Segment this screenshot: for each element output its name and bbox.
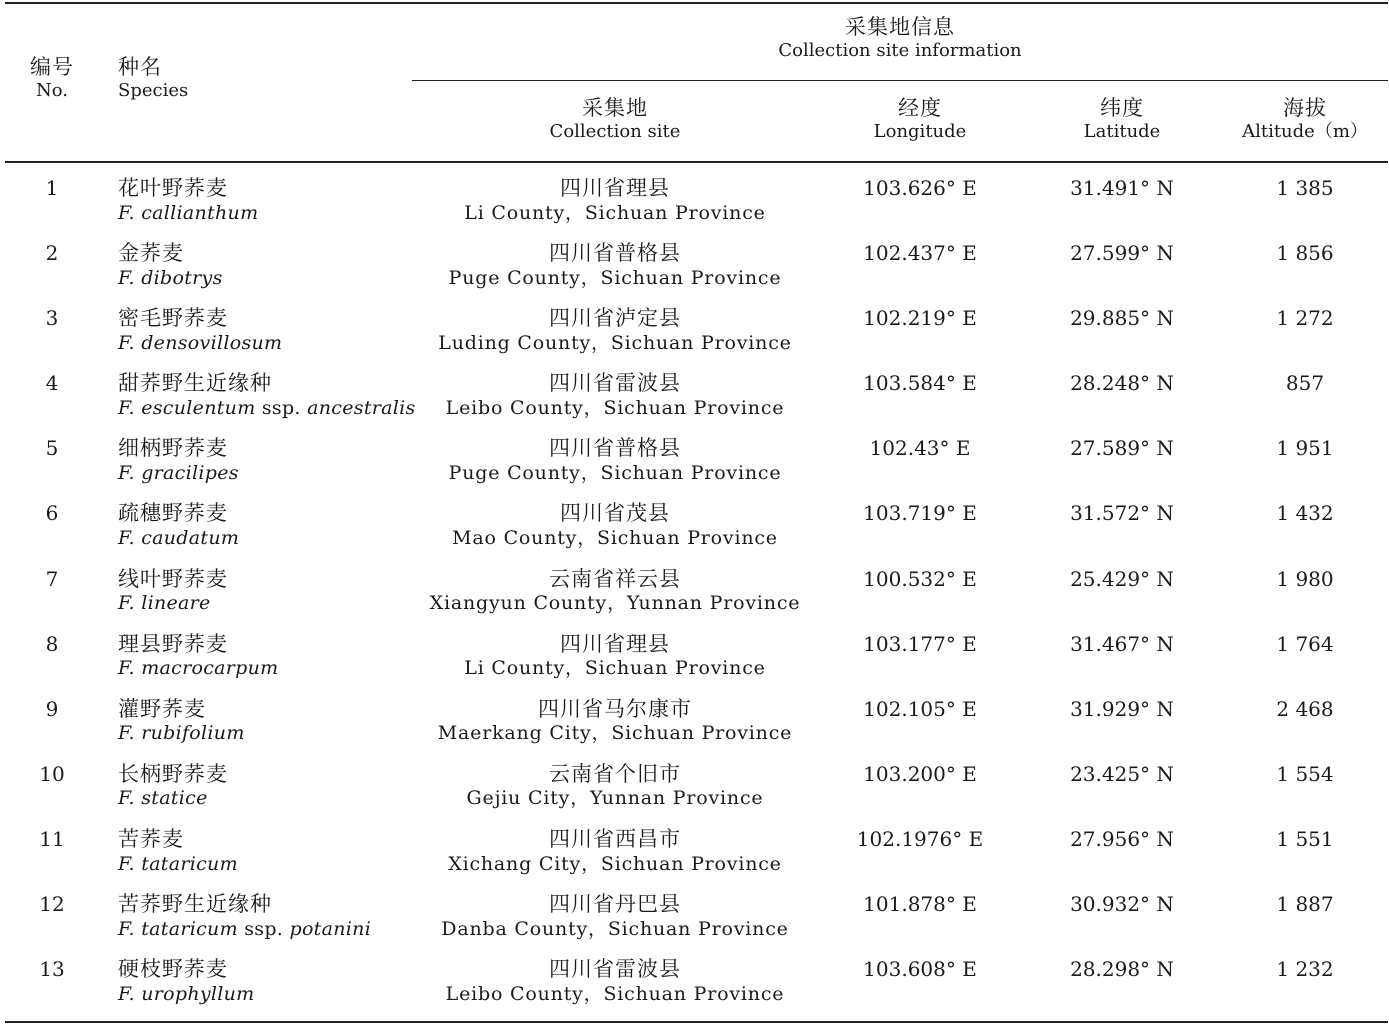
- species-cell: [118, 371, 416, 420]
- species-name-zh: 密毛野荞麦: [118, 306, 228, 331]
- species-binomial: F. macrocarpum: [118, 657, 279, 680]
- site-name-zh: 四川省马尔康市: [538, 696, 692, 721]
- header-species-en: Species: [118, 79, 189, 101]
- altitude-cell: 1 951: [1276, 436, 1334, 461]
- species-binomial: F. tataricum: [118, 917, 238, 940]
- species-name-zh: 细柄野荞麦: [118, 436, 228, 461]
- latitude-cell: 27.589° N: [1070, 436, 1174, 461]
- table-row: [0, 436, 1389, 501]
- species-name-zh: 苦荞野生近缘种: [118, 892, 272, 917]
- site-name-en: Mao County，Sichuan Province: [452, 527, 778, 550]
- latitude-cell: 29.885° N: [1070, 306, 1174, 331]
- table-row: [0, 827, 1389, 892]
- site-name-zh: 四川省理县: [560, 631, 670, 656]
- altitude-cell: 1 887: [1276, 892, 1334, 917]
- altitude-cell: 1 554: [1276, 761, 1334, 786]
- altitude-cell: 1 764: [1276, 631, 1334, 656]
- site-name-zh: 四川省普格县: [549, 241, 681, 266]
- site-name-zh: 云南省个旧市: [549, 761, 681, 786]
- species-name-sci: [118, 527, 239, 550]
- collection-site-cell: [410, 241, 820, 290]
- row-number: 6: [45, 501, 59, 526]
- collection-site-cell: [410, 957, 820, 1006]
- row-number: 2: [45, 241, 59, 266]
- species-name-sci: [118, 592, 228, 615]
- latitude-cell: 31.467° N: [1070, 631, 1174, 656]
- site-name-en: Maerkang City，Sichuan Province: [437, 722, 793, 745]
- site-name-en: Xichang City，Sichuan Province: [448, 852, 782, 875]
- latitude-cell: 25.429° N: [1070, 566, 1174, 591]
- header-longitude: [820, 96, 1020, 142]
- collection-site-cell: [410, 176, 820, 225]
- altitude-cell: 1 272: [1276, 306, 1334, 331]
- table-row: [0, 501, 1389, 566]
- row-number: 1: [45, 176, 59, 200]
- subspecies-marker: ssp.: [255, 396, 308, 419]
- site-name-en: Danba County，Sichuan Province: [441, 917, 789, 940]
- species-name-sci: [118, 787, 228, 810]
- row-number: 9: [45, 696, 59, 721]
- header-alt-en: Altitude（m）: [1242, 120, 1368, 142]
- species-name-sci: [118, 853, 238, 876]
- row-number: 7: [45, 566, 59, 591]
- site-name-zh: 四川省雷波县: [549, 371, 681, 396]
- table-body: [0, 176, 1389, 1022]
- row-number: 4: [45, 371, 59, 396]
- header-no: [22, 55, 82, 101]
- longitude-cell: 103.177° E: [863, 631, 977, 656]
- species-binomial: F. statice: [118, 787, 208, 810]
- table-top-rule: [5, 2, 1388, 4]
- species-binomial: F. densovillosum: [118, 331, 283, 354]
- longitude-cell: 103.608° E: [863, 957, 977, 982]
- table-row: [0, 371, 1389, 436]
- row-number: 10: [39, 761, 65, 786]
- site-name-en: Puge County，Sichuan Province: [448, 266, 782, 289]
- latitude-cell: 31.929° N: [1070, 696, 1174, 721]
- species-cell: [118, 501, 239, 550]
- site-name-en: Li County，Sichuan Province: [464, 201, 766, 224]
- species-binomial: F. tataricum: [118, 852, 238, 875]
- site-name-en: Puge County，Sichuan Province: [448, 461, 782, 484]
- species-name-zh: 疏穗野荞麦: [118, 501, 228, 526]
- species-name-sci: [118, 983, 255, 1006]
- site-name-zh: 四川省西昌市: [549, 826, 681, 851]
- longitude-cell: 103.626° E: [863, 176, 977, 200]
- species-cell: [118, 176, 258, 225]
- latitude-cell: 28.248° N: [1070, 371, 1174, 396]
- subspecies-name: ancestralis: [307, 396, 416, 419]
- collection-site-cell: [410, 436, 820, 485]
- table-row: [0, 567, 1389, 632]
- header-no-zh: 编号: [30, 55, 74, 79]
- site-name-zh: 四川省茂县: [560, 501, 670, 526]
- altitude-cell: 1 432: [1276, 501, 1334, 526]
- species-cell: [118, 306, 282, 355]
- species-cell: [118, 241, 223, 290]
- species-name-zh: 硬枝野荞麦: [118, 957, 228, 982]
- collection-site-cell: [410, 501, 820, 550]
- species-binomial: F. dibotrys: [118, 266, 223, 289]
- species-name-zh: 长柄野荞麦: [118, 761, 228, 786]
- site-name-en: Xiangyun County，Yunnan Province: [429, 592, 801, 615]
- header-alt-zh: 海拔: [1283, 96, 1327, 120]
- header-site: [410, 96, 820, 142]
- header-group-en: Collection site information: [778, 39, 1022, 61]
- header-latitude: [1022, 96, 1222, 142]
- header-altitude: [1225, 96, 1385, 142]
- row-number: 5: [45, 436, 59, 461]
- species-cell: [118, 436, 239, 485]
- species-name-zh: 花叶野荞麦: [118, 176, 228, 200]
- longitude-cell: 103.719° E: [863, 501, 977, 526]
- species-cell: [118, 892, 371, 941]
- species-cell: [118, 697, 245, 746]
- species-binomial: F. lineare: [118, 592, 211, 615]
- site-name-zh: 四川省普格县: [549, 436, 681, 461]
- site-name-zh: 四川省雷波县: [549, 957, 681, 982]
- header-site-zh: 采集地: [582, 96, 648, 120]
- species-name-zh: 线叶野荞麦: [118, 566, 228, 591]
- header-lat-zh: 纬度: [1100, 96, 1144, 120]
- header-species-zh: 种名: [118, 55, 162, 79]
- longitude-cell: 102.437° E: [863, 241, 977, 266]
- row-number: 8: [45, 631, 59, 656]
- table-row: [0, 762, 1389, 827]
- species-binomial: F. callianthum: [118, 201, 259, 224]
- site-name-en: Leibo County，Sichuan Province: [445, 982, 785, 1005]
- row-number: 11: [39, 826, 65, 851]
- collection-site-cell: [410, 306, 820, 355]
- latitude-cell: 30.932° N: [1070, 892, 1174, 917]
- collection-site-cell: [410, 892, 820, 941]
- species-name-zh: 甜荞野生近缘种: [118, 371, 272, 396]
- latitude-cell: 28.298° N: [1070, 957, 1174, 982]
- species-name-sci: [118, 918, 371, 941]
- header-lon-zh: 经度: [898, 96, 942, 120]
- row-number: 13: [39, 957, 65, 982]
- site-name-zh: 四川省丹巴县: [549, 892, 681, 917]
- header-bottom-rule: [5, 161, 1388, 163]
- table-row: [0, 892, 1389, 957]
- species-name-sci: [118, 722, 245, 745]
- header-lon-en: Longitude: [873, 120, 967, 142]
- site-name-zh: 云南省祥云县: [549, 566, 681, 591]
- collection-site-cell: [410, 632, 820, 681]
- longitude-cell: 103.584° E: [863, 371, 977, 396]
- header-lat-en: Latitude: [1083, 120, 1161, 142]
- species-binomial: F. gracilipes: [118, 461, 239, 484]
- longitude-cell: 102.105° E: [863, 696, 977, 721]
- table-row: [0, 241, 1389, 306]
- species-name-sci: [118, 332, 282, 355]
- longitude-cell: 102.219° E: [863, 306, 977, 331]
- site-name-zh: 四川省理县: [560, 176, 670, 200]
- species-binomial: F. rubifolium: [118, 722, 245, 745]
- species-name-zh: 金荞麦: [118, 241, 184, 266]
- altitude-cell: 1 980: [1276, 566, 1334, 591]
- species-cell: [118, 762, 228, 811]
- altitude-cell: 2 468: [1276, 696, 1334, 721]
- longitude-cell: 102.1976° E: [856, 826, 984, 851]
- site-name-en: Li County，Sichuan Province: [464, 657, 766, 680]
- collection-site-cell: [410, 371, 820, 420]
- row-number: 12: [39, 892, 65, 917]
- species-name-sci: [118, 462, 239, 485]
- table-row: [0, 957, 1389, 1022]
- species-name-sci: [118, 657, 278, 680]
- species-name-zh: 灌野荞麦: [118, 696, 206, 721]
- header-group-zh: 采集地信息: [845, 15, 955, 39]
- latitude-cell: 31.491° N: [1070, 176, 1174, 200]
- longitude-cell: 101.878° E: [863, 892, 977, 917]
- header-collection-group: [412, 15, 1388, 61]
- header-no-en: No.: [36, 79, 68, 101]
- altitude-cell: 1 385: [1276, 176, 1334, 200]
- collection-site-cell: [410, 697, 820, 746]
- header-group-rule: [412, 80, 1388, 81]
- table-row: [0, 697, 1389, 762]
- species-name-sci: [118, 267, 223, 290]
- longitude-cell: 103.200° E: [863, 761, 977, 786]
- table-row: [0, 176, 1389, 241]
- species-binomial: F. esculentum: [118, 396, 256, 419]
- latitude-cell: 31.572° N: [1070, 501, 1174, 526]
- collection-site-cell: [410, 567, 820, 616]
- row-number: 3: [45, 306, 59, 331]
- collection-site-cell: [410, 827, 820, 876]
- species-name-zh: 理县野荞麦: [118, 631, 228, 656]
- species-binomial: F. caudatum: [118, 527, 240, 550]
- subspecies-marker: ssp.: [237, 917, 290, 940]
- latitude-cell: 27.599° N: [1070, 241, 1174, 266]
- latitude-cell: 23.425° N: [1070, 761, 1174, 786]
- table-row: [0, 632, 1389, 697]
- site-name-en: Gejiu City，Yunnan Province: [466, 787, 764, 810]
- species-cell: [118, 567, 228, 616]
- altitude-cell: 1 551: [1276, 826, 1334, 851]
- species-binomial: F. urophyllum: [118, 982, 255, 1005]
- site-name-en: Leibo County，Sichuan Province: [445, 396, 785, 419]
- site-name-en: Luding County，Sichuan Province: [438, 331, 792, 354]
- species-name-zh: 苦荞麦: [118, 826, 184, 851]
- header-site-en: Collection site: [549, 120, 681, 142]
- longitude-cell: 102.43° E: [869, 436, 971, 461]
- species-name-sci: [118, 397, 416, 420]
- species-cell: [118, 827, 238, 876]
- subspecies-name: potanini: [289, 917, 372, 940]
- longitude-cell: 100.532° E: [863, 566, 977, 591]
- header-species: [118, 55, 188, 101]
- species-cell: [118, 632, 278, 681]
- altitude-cell: 857: [1285, 371, 1325, 396]
- species-name-sci: [118, 202, 258, 225]
- altitude-cell: 1 856: [1276, 241, 1334, 266]
- table-row: [0, 306, 1389, 371]
- collection-site-cell: [410, 762, 820, 811]
- species-cell: [118, 957, 255, 1006]
- latitude-cell: 27.956° N: [1070, 826, 1174, 851]
- altitude-cell: 1 232: [1276, 957, 1334, 982]
- site-name-zh: 四川省泸定县: [549, 306, 681, 331]
